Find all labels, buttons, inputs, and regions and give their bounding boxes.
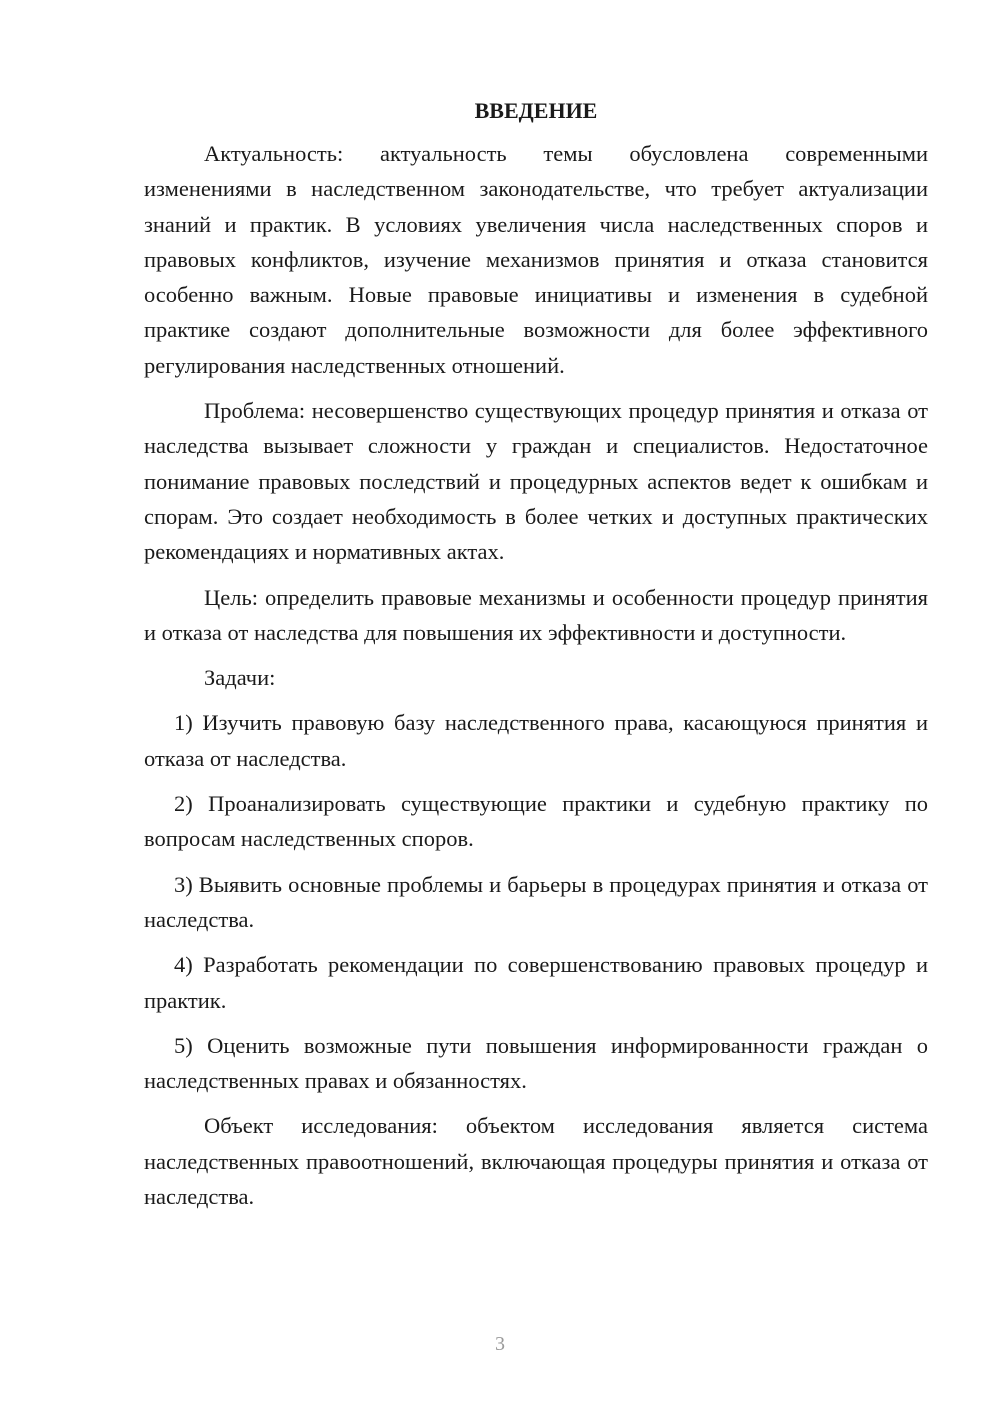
goal-paragraph: Цель: определить правовые механизмы и особенности процедур принятия и отказа от наследства для повышения их эффективности и доступности. — [144, 584, 928, 645]
problem-paragraph: Проблема: несовершенство существующих процедур принятия и отказа от наследства вызывает сложности у граждан и специалистов. Недостаточное понимание правовых последствий и процедурных аспектов ведет к ошибкам и спорам. Это создает необходимость в более четких и доступных практических рекомендациях и нормативных актах. — [144, 398, 928, 565]
research-object-paragraph: Объект исследования: объектом исследования является система наследственных правоотношений, включающая процедуры принятия и отказа от наследства. — [144, 1113, 928, 1210]
task-item-5: 5) Оценить возможные пути повышения информированности граждан о наследственных правах и обязанностях. — [144, 1032, 928, 1094]
task-item-2: 2) Проанализировать существующие практики и судебную практику по вопросам наследственных споров. — [144, 791, 928, 852]
tasks-label: Задачи: — [204, 665, 276, 691]
document-page — [144, 96, 928, 1224]
page-number: 3 — [495, 1333, 505, 1355]
task-item-3: 3) Выявить основные проблемы и барьеры в процедурах принятия и отказа от наследства. — [144, 871, 928, 932]
task-item-1: 1) Изучить правовую базу наследственного права, касающуюся принятия и отказа от наследства. — [144, 710, 928, 771]
relevance-paragraph: Актуальность: актуальность темы обусловлена современными изменениями в наследственном законодательстве, что требует актуализации знаний и практик. В условиях увеличения числа наследственных споров и правовых конфликтов, изучение механизмов принятия и отказа становится особенно важным. Новые правовые инициативы и изменения в судебной практике создают дополнительные возможности для более эффективного регулирования наследственных отношений. — [144, 141, 928, 378]
task-item-4: 4) Разработать рекомендации по совершенствованию правовых процедур и практик. — [144, 952, 928, 1013]
section-heading: ВВЕДЕНИЕ — [474, 98, 598, 123]
